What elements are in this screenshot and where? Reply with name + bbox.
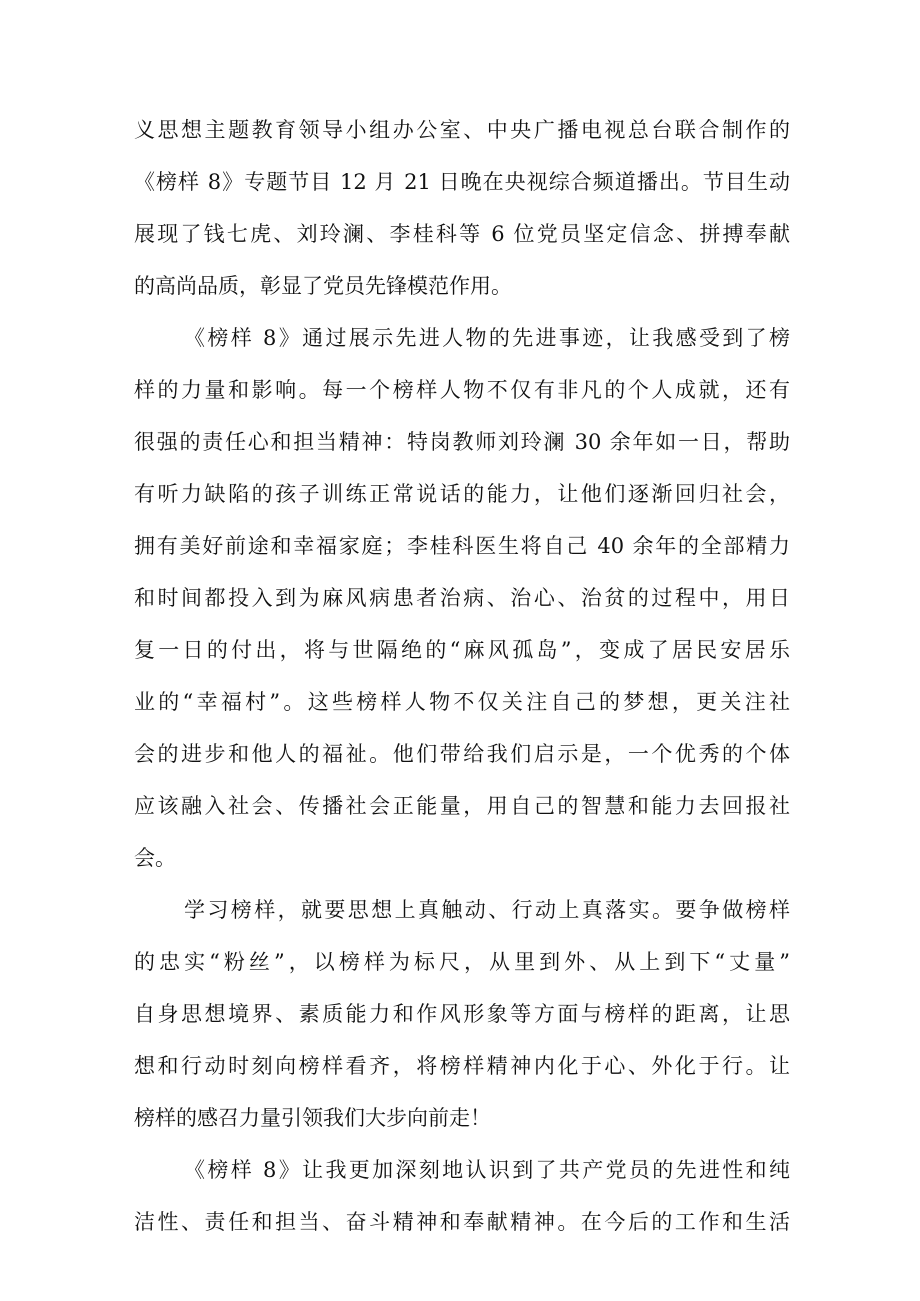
text-line: 会的进步和他人的福祉。他们带给我们启示是，一个优秀的个体 [134, 742, 790, 766]
text-line: 《榜样 8》通过展示先进人物的先进事迹，让我感受到了榜 [184, 326, 790, 350]
text-line: 《榜样 8》专题节目 12 月 21 日晚在央视综合频道播出。节目生动 [134, 170, 790, 194]
text-line: 洁性、责任和担当、奋斗精神和奉献精神。在今后的工作和生活 [134, 1210, 790, 1234]
text-line: 会。 [134, 846, 176, 870]
text-line: 想和行动时刻向榜样看齐，将榜样精神内化于心、外化于行。让 [134, 1054, 790, 1078]
text-line: 很强的责任心和担当精神：特岗教师刘玲澜 30 余年如一日，帮助 [134, 430, 790, 454]
text-line: 和时间都投入到为麻风病患者治病、治心、治贫的过程中，用日 [134, 586, 790, 610]
text-line: 业的“幸福村”。这些榜样人物不仅关注自己的梦想，更关注社 [134, 690, 790, 714]
text-line: 《榜样 8》让我更加深刻地认识到了共产党员的先进性和纯 [184, 1158, 790, 1182]
text-line: 榜样的感召力量引领我们大步向前走！ [134, 1106, 491, 1130]
text-line: 学习榜样，就要思想上真触动、行动上真落实。要争做榜样 [184, 898, 790, 922]
text-line: 有听力缺陷的孩子训练正常说话的能力，让他们逐渐回归社会， [134, 482, 790, 506]
text-line: 的高尚品质，彰显了党员先锋模范作用。 [134, 274, 512, 298]
text-line: 应该融入社会、传播社会正能量，用自己的智慧和能力去回报社 [134, 794, 790, 818]
text-line: 展现了钱七虎、刘玲澜、李桂科等 6 位党员坚定信念、拼搏奉献 [134, 222, 790, 246]
text-line: 的忠实“粉丝”，以榜样为标尺，从里到外、从上到下“丈量” [134, 950, 790, 974]
text-line: 样的力量和影响。每一个榜样人物不仅有非凡的个人成就，还有 [134, 378, 790, 402]
text-line: 拥有美好前途和幸福家庭；李桂科医生将自己 40 余年的全部精力 [134, 534, 790, 558]
text-line: 复一日的付出，将与世隔绝的“麻风孤岛”，变成了居民安居乐 [134, 638, 790, 662]
text-line: 义思想主题教育领导小组办公室、中央广播电视总台联合制作的 [134, 118, 790, 142]
text-line: 自身思想境界、素质能力和作风形象等方面与榜样的距离，让思 [134, 1002, 790, 1026]
